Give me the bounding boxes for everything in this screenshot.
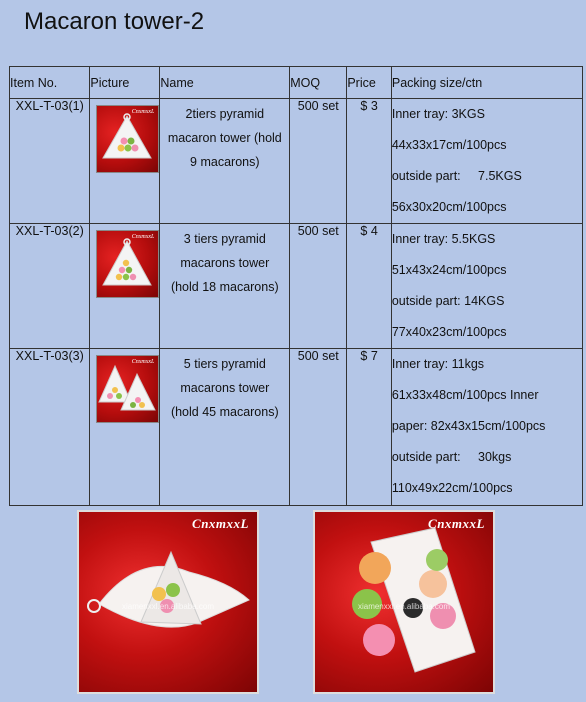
product-photo-box-open: [313, 510, 495, 694]
pyramid-box-image: [97, 106, 158, 172]
pyramid-box-image: [97, 356, 158, 422]
item-no: XXL-T-03(2): [10, 224, 90, 349]
packing-line: 61x33x48cm/100pcs Inner: [391, 388, 539, 402]
table-header-row: [10, 67, 583, 99]
table-row: [10, 349, 583, 506]
name-line: 5 tiers pyramid: [183, 357, 266, 371]
moq: 500 set: [290, 99, 347, 224]
packing-line: outside part: 7.5KGS: [391, 169, 522, 183]
packing-size: [391, 99, 582, 224]
name-line: macarons tower: [180, 256, 270, 270]
packing-size: [391, 224, 582, 349]
thumbnail-brand: CnxmxxL: [131, 359, 155, 365]
photo-brand: CnxmxxL: [192, 516, 249, 531]
name-line: macaron tower (hold: [167, 131, 282, 145]
header-price: Price: [347, 67, 392, 99]
name-line: 9 macarons): [190, 155, 260, 169]
product-thumbnail: [96, 105, 159, 173]
name-line: 3 tiers pyramid: [183, 232, 266, 246]
moq: 500 set: [290, 224, 347, 349]
table-row: [10, 99, 583, 224]
page-title: Macaron tower-2: [24, 8, 205, 35]
packing-size: [391, 349, 582, 506]
product-photo-box-side: [77, 510, 259, 694]
header-item-no: Item No.: [10, 67, 90, 99]
picture-cell: [90, 349, 160, 506]
product-thumbnail: [96, 355, 159, 423]
packing-line: Inner tray: 3KGS: [391, 107, 485, 121]
header-packing: Packing size/ctn: [391, 67, 582, 99]
photo-watermark: xiamenxxl.en.alibaba.com: [121, 602, 215, 611]
photo-brand: CnxmxxL: [428, 516, 485, 531]
name-line: (hold 45 macarons): [170, 405, 279, 419]
product-table: [9, 66, 583, 506]
table-row: [10, 224, 583, 349]
item-no: XXL-T-03(3): [10, 349, 90, 506]
packing-line: outside part: 14KGS: [391, 294, 505, 308]
name-line: (hold 18 macarons): [170, 280, 279, 294]
packing-line: 77x40x23cm/100pcs: [391, 325, 507, 339]
packing-line: Inner tray: 11kgs: [391, 357, 485, 371]
moq: 500 set: [290, 349, 347, 506]
header-moq: MOQ: [290, 67, 347, 99]
thumbnail-brand: CnxmxxL: [131, 109, 155, 115]
thumbnail-brand: CnxmxxL: [131, 234, 155, 240]
photo-watermark: xiamenxxl.en.alibaba.com: [357, 602, 451, 611]
packing-line: 110x49x22cm/100pcs: [391, 481, 513, 495]
product-name: [160, 99, 290, 224]
price: $ 7: [347, 349, 392, 506]
name-line: macarons tower: [180, 381, 270, 395]
product-name: [160, 224, 290, 349]
picture-cell: [90, 99, 160, 224]
packing-line: 44x33x17cm/100pcs: [391, 138, 507, 152]
picture-cell: [90, 224, 160, 349]
packing-line: 51x43x24cm/100pcs: [391, 263, 507, 277]
packing-line: 56x30x20cm/100pcs: [391, 200, 507, 214]
product-name: [160, 349, 290, 506]
product-thumbnail: [96, 230, 159, 298]
packing-line: outside part: 30kgs: [391, 450, 512, 464]
packing-line: Inner tray: 5.5KGS: [391, 232, 496, 246]
pyramid-box-image: [97, 231, 158, 297]
header-picture: Picture: [90, 67, 160, 99]
price: $ 4: [347, 224, 392, 349]
item-no: XXL-T-03(1): [10, 99, 90, 224]
name-line: 2tiers pyramid: [185, 107, 265, 121]
price: $ 3: [347, 99, 392, 224]
packing-line: paper: 82x43x15cm/100pcs: [391, 419, 546, 433]
header-name: Name: [160, 67, 290, 99]
